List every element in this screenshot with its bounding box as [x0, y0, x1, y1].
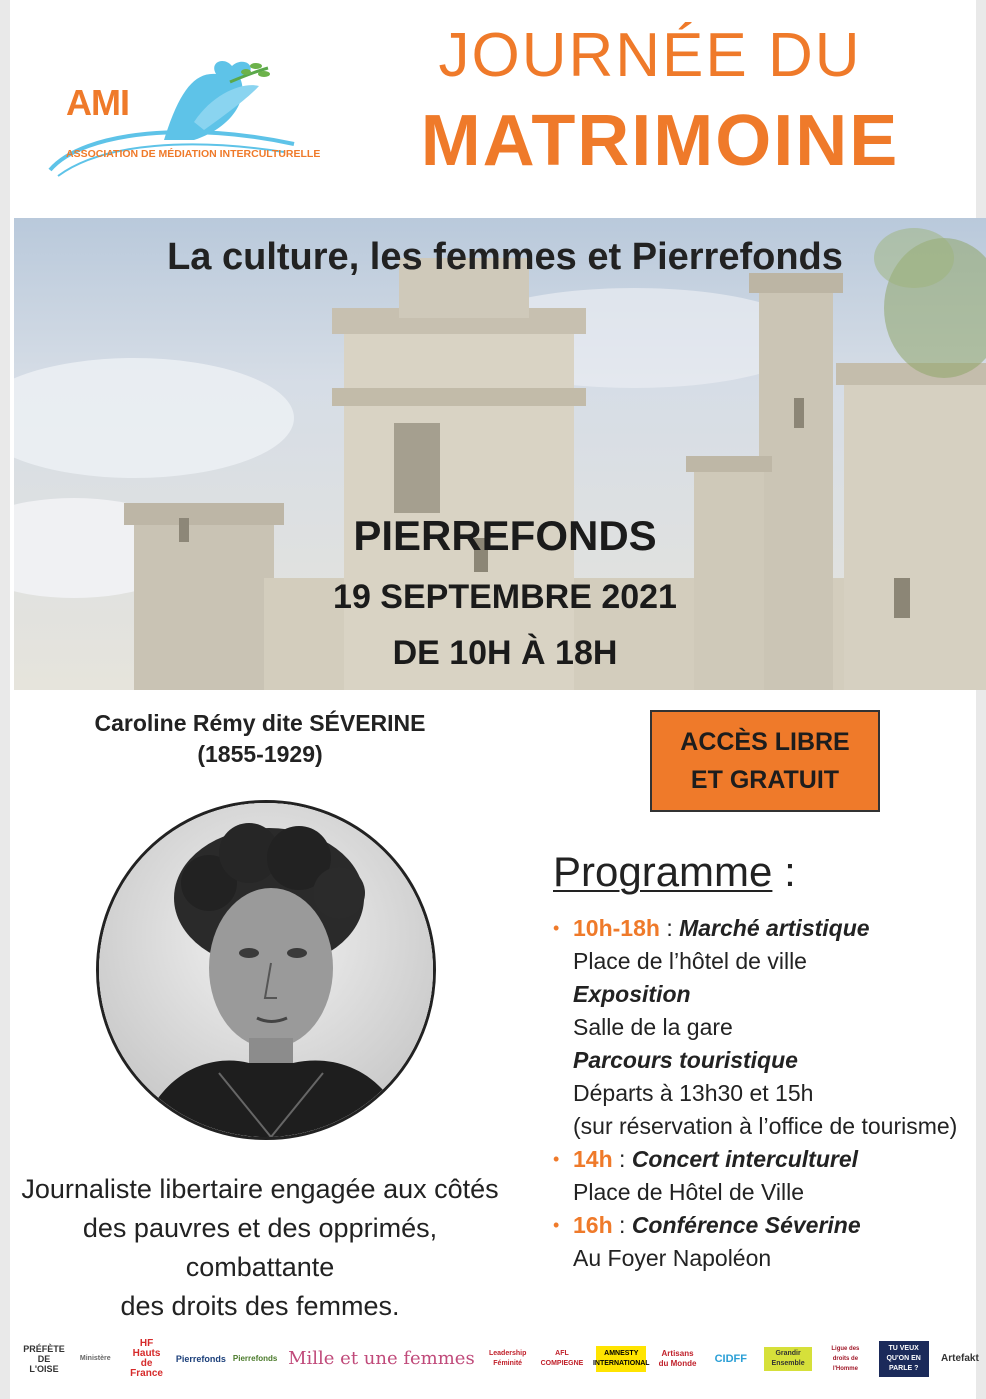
title-line-2: MATRIMOINE: [420, 101, 900, 181]
logo-name: AMI: [66, 82, 129, 123]
item-time: 16h: [573, 1212, 613, 1238]
sponsor-tuveux-logo: TU VEUX QU'ON EN PARLE ?: [879, 1341, 929, 1377]
event-date: 19 SEPTEMBRE 2021: [333, 578, 677, 616]
ami-logo: [44, 52, 321, 182]
sponsor-amnesty-logo: AMNESTY INTERNATIONAL: [596, 1346, 646, 1372]
castle-banner: [14, 218, 986, 690]
programme-list: [553, 912, 983, 1275]
person-name: Caroline Rémy dite SÉVERINE: [94, 710, 426, 736]
access-badge: [650, 710, 880, 812]
person-bio: [20, 1170, 500, 1326]
item-event: Conférence Séverine: [631, 1212, 861, 1238]
programme-item: [553, 1143, 983, 1176]
item-event: Marché artistique: [679, 915, 870, 941]
sponsor-leadership-logo: Leadership Féminité: [489, 1350, 527, 1367]
sponsor-cidff-logo: CIDFF: [714, 1353, 747, 1365]
castle-illustration: [14, 218, 986, 690]
bio-line-3: des droits des femmes.: [120, 1291, 400, 1321]
access-line-2: ET GRATUIT: [690, 766, 840, 794]
item-sep: :: [659, 915, 680, 941]
logo-subtitle: ASSOCIATION DE MÉDIATION INTERCULTURELLE: [66, 148, 321, 160]
item-time: 10h-18h: [573, 915, 660, 941]
item-sep: :: [612, 1212, 632, 1238]
page-border-left: [0, 0, 10, 1399]
bullet-icon: •: [553, 1149, 560, 1169]
item-event: Parcours touristique: [573, 1047, 798, 1073]
item-sep: :: [612, 1146, 632, 1172]
bio-line-2: des pauvres et des opprimés, combattante: [82, 1213, 438, 1282]
sponsor-prefecture-logo: PRÉFÈTE DE L'OISE: [23, 1344, 65, 1374]
sponsor-ldh-logo: Ligue des droits de l'Homme: [831, 1346, 860, 1372]
item-event: Concert interculturel: [631, 1146, 859, 1172]
sponsor-hf-logo: HF Hauts de France: [130, 1338, 163, 1379]
sponsor-grandir-logo: Grandir Ensemble: [764, 1347, 812, 1371]
title-line-1: JOURNÉE DU: [438, 21, 862, 90]
programme-heading: [553, 848, 796, 896]
item-detail: (sur réservation à l’office de tourisme): [573, 1113, 958, 1139]
bio-line-1: Journaliste libertaire engagée aux côtés: [21, 1174, 499, 1204]
item-detail: Place de Hôtel de Ville: [573, 1179, 804, 1205]
bullet-icon: •: [553, 918, 560, 938]
item-time: 14h: [573, 1146, 613, 1172]
event-hours: DE 10H À 18H: [392, 634, 618, 672]
event-place: PIERREFONDS: [353, 512, 657, 559]
item-detail: Au Foyer Napoléon: [573, 1245, 772, 1271]
programme-title: Programme: [553, 848, 773, 895]
item-detail: Place de l’hôtel de ville: [573, 948, 807, 974]
sponsor-artefakt-logo: Artefakt: [941, 1353, 979, 1364]
portrait-photo: [96, 800, 436, 1140]
access-line-1: ACCÈS LIBRE: [680, 728, 850, 756]
sponsor-pierrefonds-logo-2: Pierrefonds: [232, 1354, 278, 1363]
programme-item: [553, 912, 983, 945]
sponsor-afl-logo: AFL COMPIEGNE: [540, 1350, 584, 1367]
item-event: Exposition: [573, 981, 691, 1007]
sponsor-mille-femmes-logo: Mille et une femmes: [288, 1348, 475, 1369]
sponsor-ministry-logo: Ministère: [79, 1355, 111, 1362]
item-detail: Salle de la gare: [573, 1014, 733, 1040]
event-subtitle: La culture, les femmes et Pierrefonds: [167, 236, 843, 278]
sponsor-artisans-logo: Artisans du Monde: [658, 1349, 697, 1368]
person-years: (1855-1929): [197, 741, 323, 767]
sponsor-pierrefonds-logo: Pierrefonds: [175, 1354, 226, 1364]
item-detail: Départs à 13h30 et 15h: [573, 1080, 814, 1106]
programme-colon: :: [772, 848, 796, 895]
portrait-image: [99, 803, 433, 1137]
sponsor-logos: [24, 1334, 980, 1384]
programme-item: [553, 1209, 983, 1242]
person-caption: [40, 708, 480, 770]
bullet-icon: •: [553, 1215, 560, 1235]
